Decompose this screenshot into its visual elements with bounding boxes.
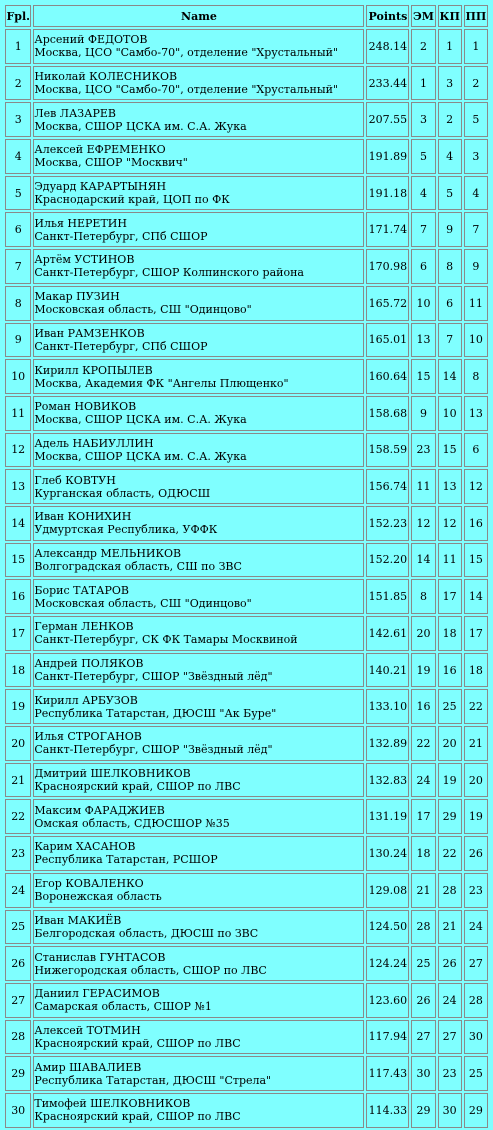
- points-cell: 248.14: [366, 29, 409, 64]
- skater-name: Алексей ЕФРЕМЕНКО: [34, 143, 166, 157]
- place-cell: 5: [5, 176, 31, 211]
- results-table: [3, 3, 490, 1130]
- em-cell: 11: [411, 469, 435, 504]
- table-row: [5, 286, 488, 321]
- pp-cell: 23: [464, 873, 488, 908]
- points-cell: 156.74: [366, 469, 409, 504]
- skater-club: Омская область, СДЮСШОР №35: [34, 816, 230, 830]
- place-cell: 7: [5, 249, 31, 284]
- em-cell: 16: [411, 689, 435, 724]
- skater-club: Самарская область, СШОР №1: [34, 1000, 212, 1014]
- skater-club: Московская область, СШ "Одинцово": [34, 303, 252, 317]
- skater-name: Герман ЛЕНКОВ: [34, 620, 134, 634]
- place-cell: 27: [5, 983, 31, 1018]
- skater-name: Кирилл АРБУЗОВ: [34, 693, 138, 707]
- skater-club: Республика Татарстан, ДЮСШ "Ак Буре": [34, 706, 277, 720]
- kp-cell: 27: [438, 1020, 462, 1055]
- table-row: [5, 1093, 488, 1128]
- place-cell: 18: [5, 653, 31, 688]
- table-row: [5, 66, 488, 101]
- skater-name: Эдуард КАРАРТЫНЯН: [34, 180, 167, 194]
- skater-club: Красноярский край, СШОР по ЛВС: [34, 1110, 241, 1124]
- points-cell: 123.60: [366, 983, 409, 1018]
- skater-name: Глеб КОВТУН: [34, 473, 116, 487]
- skater-cell: [33, 29, 364, 64]
- place-cell: 28: [5, 1020, 31, 1055]
- skater-name: Макар ПУЗИН: [34, 290, 120, 304]
- em-cell: 18: [411, 836, 435, 871]
- header-em: ЭМ: [411, 5, 435, 27]
- em-cell: 19: [411, 653, 435, 688]
- table-row: [5, 139, 488, 174]
- table-row: [5, 469, 488, 504]
- place-cell: 14: [5, 506, 31, 541]
- skater-name: Максим ФАРАДЖИЕВ: [34, 803, 165, 817]
- skater-name: Дмитрий ШЕЛКОВНИКОВ: [34, 767, 191, 781]
- place-cell: 1: [5, 29, 31, 64]
- kp-cell: 21: [438, 910, 462, 945]
- points-cell: 207.55: [366, 102, 409, 137]
- skater-name: Лев ЛАЗАРЕВ: [34, 106, 116, 120]
- table-row: [5, 323, 488, 358]
- place-cell: 23: [5, 836, 31, 871]
- table-row: [5, 763, 488, 798]
- em-cell: 14: [411, 543, 435, 578]
- skater-club: Санкт-Петербург, СШОР "Звёздный лёд": [34, 743, 273, 757]
- points-cell: 152.23: [366, 506, 409, 541]
- table-row: [5, 873, 488, 908]
- skater-cell: [33, 726, 364, 761]
- table-row: [5, 983, 488, 1018]
- skater-name: Адель НАБИУЛЛИН: [34, 436, 154, 450]
- points-cell: 171.74: [366, 212, 409, 247]
- points-cell: 158.59: [366, 433, 409, 468]
- points-cell: 191.18: [366, 176, 409, 211]
- skater-cell: [33, 359, 364, 394]
- place-cell: 21: [5, 763, 31, 798]
- skater-club: Москва, Академия ФК "Ангелы Плющенко": [34, 376, 289, 390]
- skater-name: Кирилл КРОПЫЛЕВ: [34, 363, 153, 377]
- table-row: [5, 726, 488, 761]
- points-cell: 165.01: [366, 323, 409, 358]
- table-row: [5, 616, 488, 651]
- kp-cell: 11: [438, 543, 462, 578]
- place-cell: 20: [5, 726, 31, 761]
- pp-cell: 24: [464, 910, 488, 945]
- skater-club: Санкт-Петербург, СШОР Колпинского района: [34, 266, 304, 280]
- kp-cell: 14: [438, 359, 462, 394]
- place-cell: 29: [5, 1056, 31, 1091]
- kp-cell: 28: [438, 873, 462, 908]
- skater-cell: [33, 212, 364, 247]
- pp-cell: 14: [464, 579, 488, 614]
- skater-cell: [33, 433, 364, 468]
- table-row: [5, 653, 488, 688]
- skater-cell: [33, 396, 364, 431]
- skater-club: Москва, СШОР ЦСКА им. С.А. Жука: [34, 449, 247, 463]
- skater-club: Красноярский край, СШОР по ЛВС: [34, 780, 241, 794]
- pp-cell: 27: [464, 946, 488, 981]
- pp-cell: 12: [464, 469, 488, 504]
- kp-cell: 17: [438, 579, 462, 614]
- kp-cell: 6: [438, 286, 462, 321]
- pp-cell: 15: [464, 543, 488, 578]
- kp-cell: 1: [438, 29, 462, 64]
- table-row: [5, 29, 488, 64]
- em-cell: 23: [411, 433, 435, 468]
- kp-cell: 4: [438, 139, 462, 174]
- skater-name: Андрей ПОЛЯКОВ: [34, 657, 144, 671]
- em-cell: 7: [411, 212, 435, 247]
- skater-club: Санкт-Петербург, СПб СШОР: [34, 339, 208, 353]
- table-row: [5, 946, 488, 981]
- table-row: [5, 176, 488, 211]
- pp-cell: 5: [464, 102, 488, 137]
- em-cell: 4: [411, 176, 435, 211]
- place-cell: 16: [5, 579, 31, 614]
- em-cell: 17: [411, 799, 435, 834]
- table-row: [5, 1056, 488, 1091]
- points-cell: 114.33: [366, 1093, 409, 1128]
- skater-club: Волгоградская область, СШ по ЗВС: [34, 559, 242, 573]
- header-kp: КП: [438, 5, 462, 27]
- skater-name: Алексей ТОТМИН: [34, 1023, 141, 1037]
- table-row: [5, 836, 488, 871]
- skater-cell: [33, 249, 364, 284]
- skater-club: Москва, СШОР "Москвич": [34, 156, 188, 170]
- skater-cell: [33, 689, 364, 724]
- pp-cell: 2: [464, 66, 488, 101]
- table-row: [5, 249, 488, 284]
- skater-cell: [33, 543, 364, 578]
- pp-cell: 30: [464, 1020, 488, 1055]
- em-cell: 3: [411, 102, 435, 137]
- points-cell: 142.61: [366, 616, 409, 651]
- kp-cell: 25: [438, 689, 462, 724]
- skater-cell: [33, 139, 364, 174]
- kp-cell: 9: [438, 212, 462, 247]
- skater-cell: [33, 653, 364, 688]
- skater-name: Егор КОВАЛЕНКО: [34, 877, 144, 891]
- table-row: [5, 689, 488, 724]
- skater-name: Илья НЕРЕТИН: [34, 216, 127, 230]
- points-cell: 140.21: [366, 653, 409, 688]
- skater-cell: [33, 873, 364, 908]
- points-cell: 130.24: [366, 836, 409, 871]
- place-cell: 15: [5, 543, 31, 578]
- kp-cell: 30: [438, 1093, 462, 1128]
- skater-cell: [33, 1093, 364, 1128]
- skater-cell: [33, 176, 364, 211]
- skater-cell: [33, 1020, 364, 1055]
- skater-cell: [33, 836, 364, 871]
- skater-cell: [33, 799, 364, 834]
- em-cell: 15: [411, 359, 435, 394]
- kp-cell: 12: [438, 506, 462, 541]
- em-cell: 2: [411, 29, 435, 64]
- skater-cell: [33, 579, 364, 614]
- skater-club: Белгородская область, ДЮСШ по ЗВС: [34, 926, 259, 940]
- place-cell: 19: [5, 689, 31, 724]
- skater-cell: [33, 983, 364, 1018]
- table-row: [5, 102, 488, 137]
- skater-cell: [33, 910, 364, 945]
- place-cell: 10: [5, 359, 31, 394]
- pp-cell: 16: [464, 506, 488, 541]
- skater-name: Иван МАКИЁВ: [34, 913, 122, 927]
- kp-cell: 16: [438, 653, 462, 688]
- place-cell: 9: [5, 323, 31, 358]
- table-row: [5, 506, 488, 541]
- pp-cell: 17: [464, 616, 488, 651]
- skater-cell: [33, 469, 364, 504]
- skater-club: Москва, ЦСО "Самбо-70", отделение "Хрустальный": [34, 83, 339, 97]
- pp-cell: 8: [464, 359, 488, 394]
- kp-cell: 24: [438, 983, 462, 1018]
- skater-club: Республика Татарстан, ДЮСШ "Стрела": [34, 1073, 272, 1087]
- skater-name: Станислав ГУНТАСОВ: [34, 950, 166, 964]
- pp-cell: 7: [464, 212, 488, 247]
- pp-cell: 3: [464, 139, 488, 174]
- kp-cell: 7: [438, 323, 462, 358]
- skater-cell: [33, 102, 364, 137]
- skater-cell: [33, 763, 364, 798]
- header-place: Fpl.: [5, 5, 31, 27]
- table-row: [5, 543, 488, 578]
- points-cell: 129.08: [366, 873, 409, 908]
- skater-cell: [33, 286, 364, 321]
- em-cell: 21: [411, 873, 435, 908]
- skater-club: Удмуртская Республика, УФФК: [34, 523, 218, 537]
- points-cell: 133.10: [366, 689, 409, 724]
- pp-cell: 25: [464, 1056, 488, 1091]
- kp-cell: 2: [438, 102, 462, 137]
- pp-cell: 19: [464, 799, 488, 834]
- em-cell: 10: [411, 286, 435, 321]
- skater-name: Александр МЕЛЬНИКОВ: [34, 546, 182, 560]
- points-cell: 132.83: [366, 763, 409, 798]
- skater-cell: [33, 323, 364, 358]
- em-cell: 25: [411, 946, 435, 981]
- pp-cell: 21: [464, 726, 488, 761]
- skater-name: Иван РАМЗЕНКОВ: [34, 326, 145, 340]
- points-cell: 131.19: [366, 799, 409, 834]
- em-cell: 29: [411, 1093, 435, 1128]
- place-cell: 6: [5, 212, 31, 247]
- place-cell: 11: [5, 396, 31, 431]
- kp-cell: 23: [438, 1056, 462, 1091]
- em-cell: 26: [411, 983, 435, 1018]
- skater-name: Арсений ФЕДОТОВ: [34, 33, 148, 47]
- kp-cell: 15: [438, 433, 462, 468]
- skater-club: Санкт-Петербург, СШОР "Звёздный лёд": [34, 670, 273, 684]
- points-cell: 170.98: [366, 249, 409, 284]
- em-cell: 28: [411, 910, 435, 945]
- em-cell: 1: [411, 66, 435, 101]
- results-body: [5, 29, 488, 1128]
- place-cell: 17: [5, 616, 31, 651]
- table-row: [5, 1020, 488, 1055]
- place-cell: 24: [5, 873, 31, 908]
- skater-name: Иван КОНИХИН: [34, 510, 132, 524]
- skater-cell: [33, 1056, 364, 1091]
- points-cell: 160.64: [366, 359, 409, 394]
- pp-cell: 28: [464, 983, 488, 1018]
- skater-club: Москва, СШОР ЦСКА им. С.А. Жука: [34, 119, 247, 133]
- points-cell: 233.44: [366, 66, 409, 101]
- points-cell: 152.20: [366, 543, 409, 578]
- table-row: [5, 359, 488, 394]
- em-cell: 30: [411, 1056, 435, 1091]
- table-row: [5, 212, 488, 247]
- skater-club: Красноярский край, СШОР по ЛВС: [34, 1036, 241, 1050]
- place-cell: 8: [5, 286, 31, 321]
- skater-club: Краснодарский край, ЦОП по ФК: [34, 193, 230, 207]
- skater-club: Санкт-Петербург, СК ФК Тамары Москвиной: [34, 633, 298, 647]
- pp-cell: 11: [464, 286, 488, 321]
- points-cell: 191.89: [366, 139, 409, 174]
- points-cell: 165.72: [366, 286, 409, 321]
- em-cell: 22: [411, 726, 435, 761]
- points-cell: 117.94: [366, 1020, 409, 1055]
- skater-name: Даниил ГЕРАСИМОВ: [34, 987, 160, 1001]
- skater-club: Москва, ЦСО "Самбо-70", отделение "Хрустальный": [34, 46, 339, 60]
- pp-cell: 22: [464, 689, 488, 724]
- kp-cell: 10: [438, 396, 462, 431]
- kp-cell: 22: [438, 836, 462, 871]
- points-cell: 124.50: [366, 910, 409, 945]
- points-cell: 132.89: [366, 726, 409, 761]
- skater-club: Воронежская область: [34, 890, 162, 904]
- kp-cell: 8: [438, 249, 462, 284]
- kp-cell: 3: [438, 66, 462, 101]
- table-row: [5, 799, 488, 834]
- pp-cell: 9: [464, 249, 488, 284]
- skater-club: Нижегородская область, СШОР по ЛВС: [34, 963, 267, 977]
- skater-name: Илья СТРОГАНОВ: [34, 730, 142, 744]
- table-row: [5, 910, 488, 945]
- header-row: [5, 5, 488, 27]
- kp-cell: 20: [438, 726, 462, 761]
- kp-cell: 26: [438, 946, 462, 981]
- place-cell: 3: [5, 102, 31, 137]
- pp-cell: 1: [464, 29, 488, 64]
- skater-cell: [33, 616, 364, 651]
- kp-cell: 19: [438, 763, 462, 798]
- skater-name: Тимофей ШЕЛКОВНИКОВ: [34, 1097, 191, 1111]
- place-cell: 2: [5, 66, 31, 101]
- skater-cell: [33, 506, 364, 541]
- skater-name: Карим ХАСАНОВ: [34, 840, 136, 854]
- place-cell: 25: [5, 910, 31, 945]
- place-cell: 4: [5, 139, 31, 174]
- header-pp: ПП: [464, 5, 488, 27]
- em-cell: 6: [411, 249, 435, 284]
- table-row: [5, 433, 488, 468]
- place-cell: 22: [5, 799, 31, 834]
- table-row: [5, 579, 488, 614]
- skater-club: Санкт-Петербург, СПб СШОР: [34, 229, 208, 243]
- skater-name: Николай КОЛЕСНИКОВ: [34, 70, 178, 84]
- skater-cell: [33, 66, 364, 101]
- em-cell: 5: [411, 139, 435, 174]
- points-cell: 158.68: [366, 396, 409, 431]
- pp-cell: 4: [464, 176, 488, 211]
- table-row: [5, 396, 488, 431]
- em-cell: 24: [411, 763, 435, 798]
- pp-cell: 13: [464, 396, 488, 431]
- skater-club: Москва, СШОР ЦСКА им. С.А. Жука: [34, 413, 247, 427]
- kp-cell: 29: [438, 799, 462, 834]
- skater-name: Роман НОВИКОВ: [34, 400, 137, 414]
- pp-cell: 18: [464, 653, 488, 688]
- place-cell: 13: [5, 469, 31, 504]
- skater-name: Амир ШАВАЛИЕВ: [34, 1060, 142, 1074]
- skater-cell: [33, 946, 364, 981]
- kp-cell: 5: [438, 176, 462, 211]
- em-cell: 20: [411, 616, 435, 651]
- em-cell: 9: [411, 396, 435, 431]
- em-cell: 12: [411, 506, 435, 541]
- kp-cell: 18: [438, 616, 462, 651]
- skater-club: Республика Татарстан, РСШОР: [34, 853, 218, 867]
- skater-name: Борис ТАТАРОВ: [34, 583, 129, 597]
- header-points: Points: [366, 5, 409, 27]
- points-cell: 151.85: [366, 579, 409, 614]
- kp-cell: 13: [438, 469, 462, 504]
- em-cell: 13: [411, 323, 435, 358]
- skater-name: Артём УСТИНОВ: [34, 253, 135, 267]
- pp-cell: 20: [464, 763, 488, 798]
- points-cell: 117.43: [366, 1056, 409, 1091]
- pp-cell: 29: [464, 1093, 488, 1128]
- em-cell: 27: [411, 1020, 435, 1055]
- pp-cell: 6: [464, 433, 488, 468]
- em-cell: 8: [411, 579, 435, 614]
- skater-club: Курганская область, ОДЮСШ: [34, 486, 211, 500]
- skater-club: Московская область, СШ "Одинцово": [34, 596, 252, 610]
- place-cell: 12: [5, 433, 31, 468]
- pp-cell: 10: [464, 323, 488, 358]
- points-cell: 124.24: [366, 946, 409, 981]
- place-cell: 26: [5, 946, 31, 981]
- place-cell: 30: [5, 1093, 31, 1128]
- header-name: Name: [33, 5, 364, 27]
- pp-cell: 26: [464, 836, 488, 871]
